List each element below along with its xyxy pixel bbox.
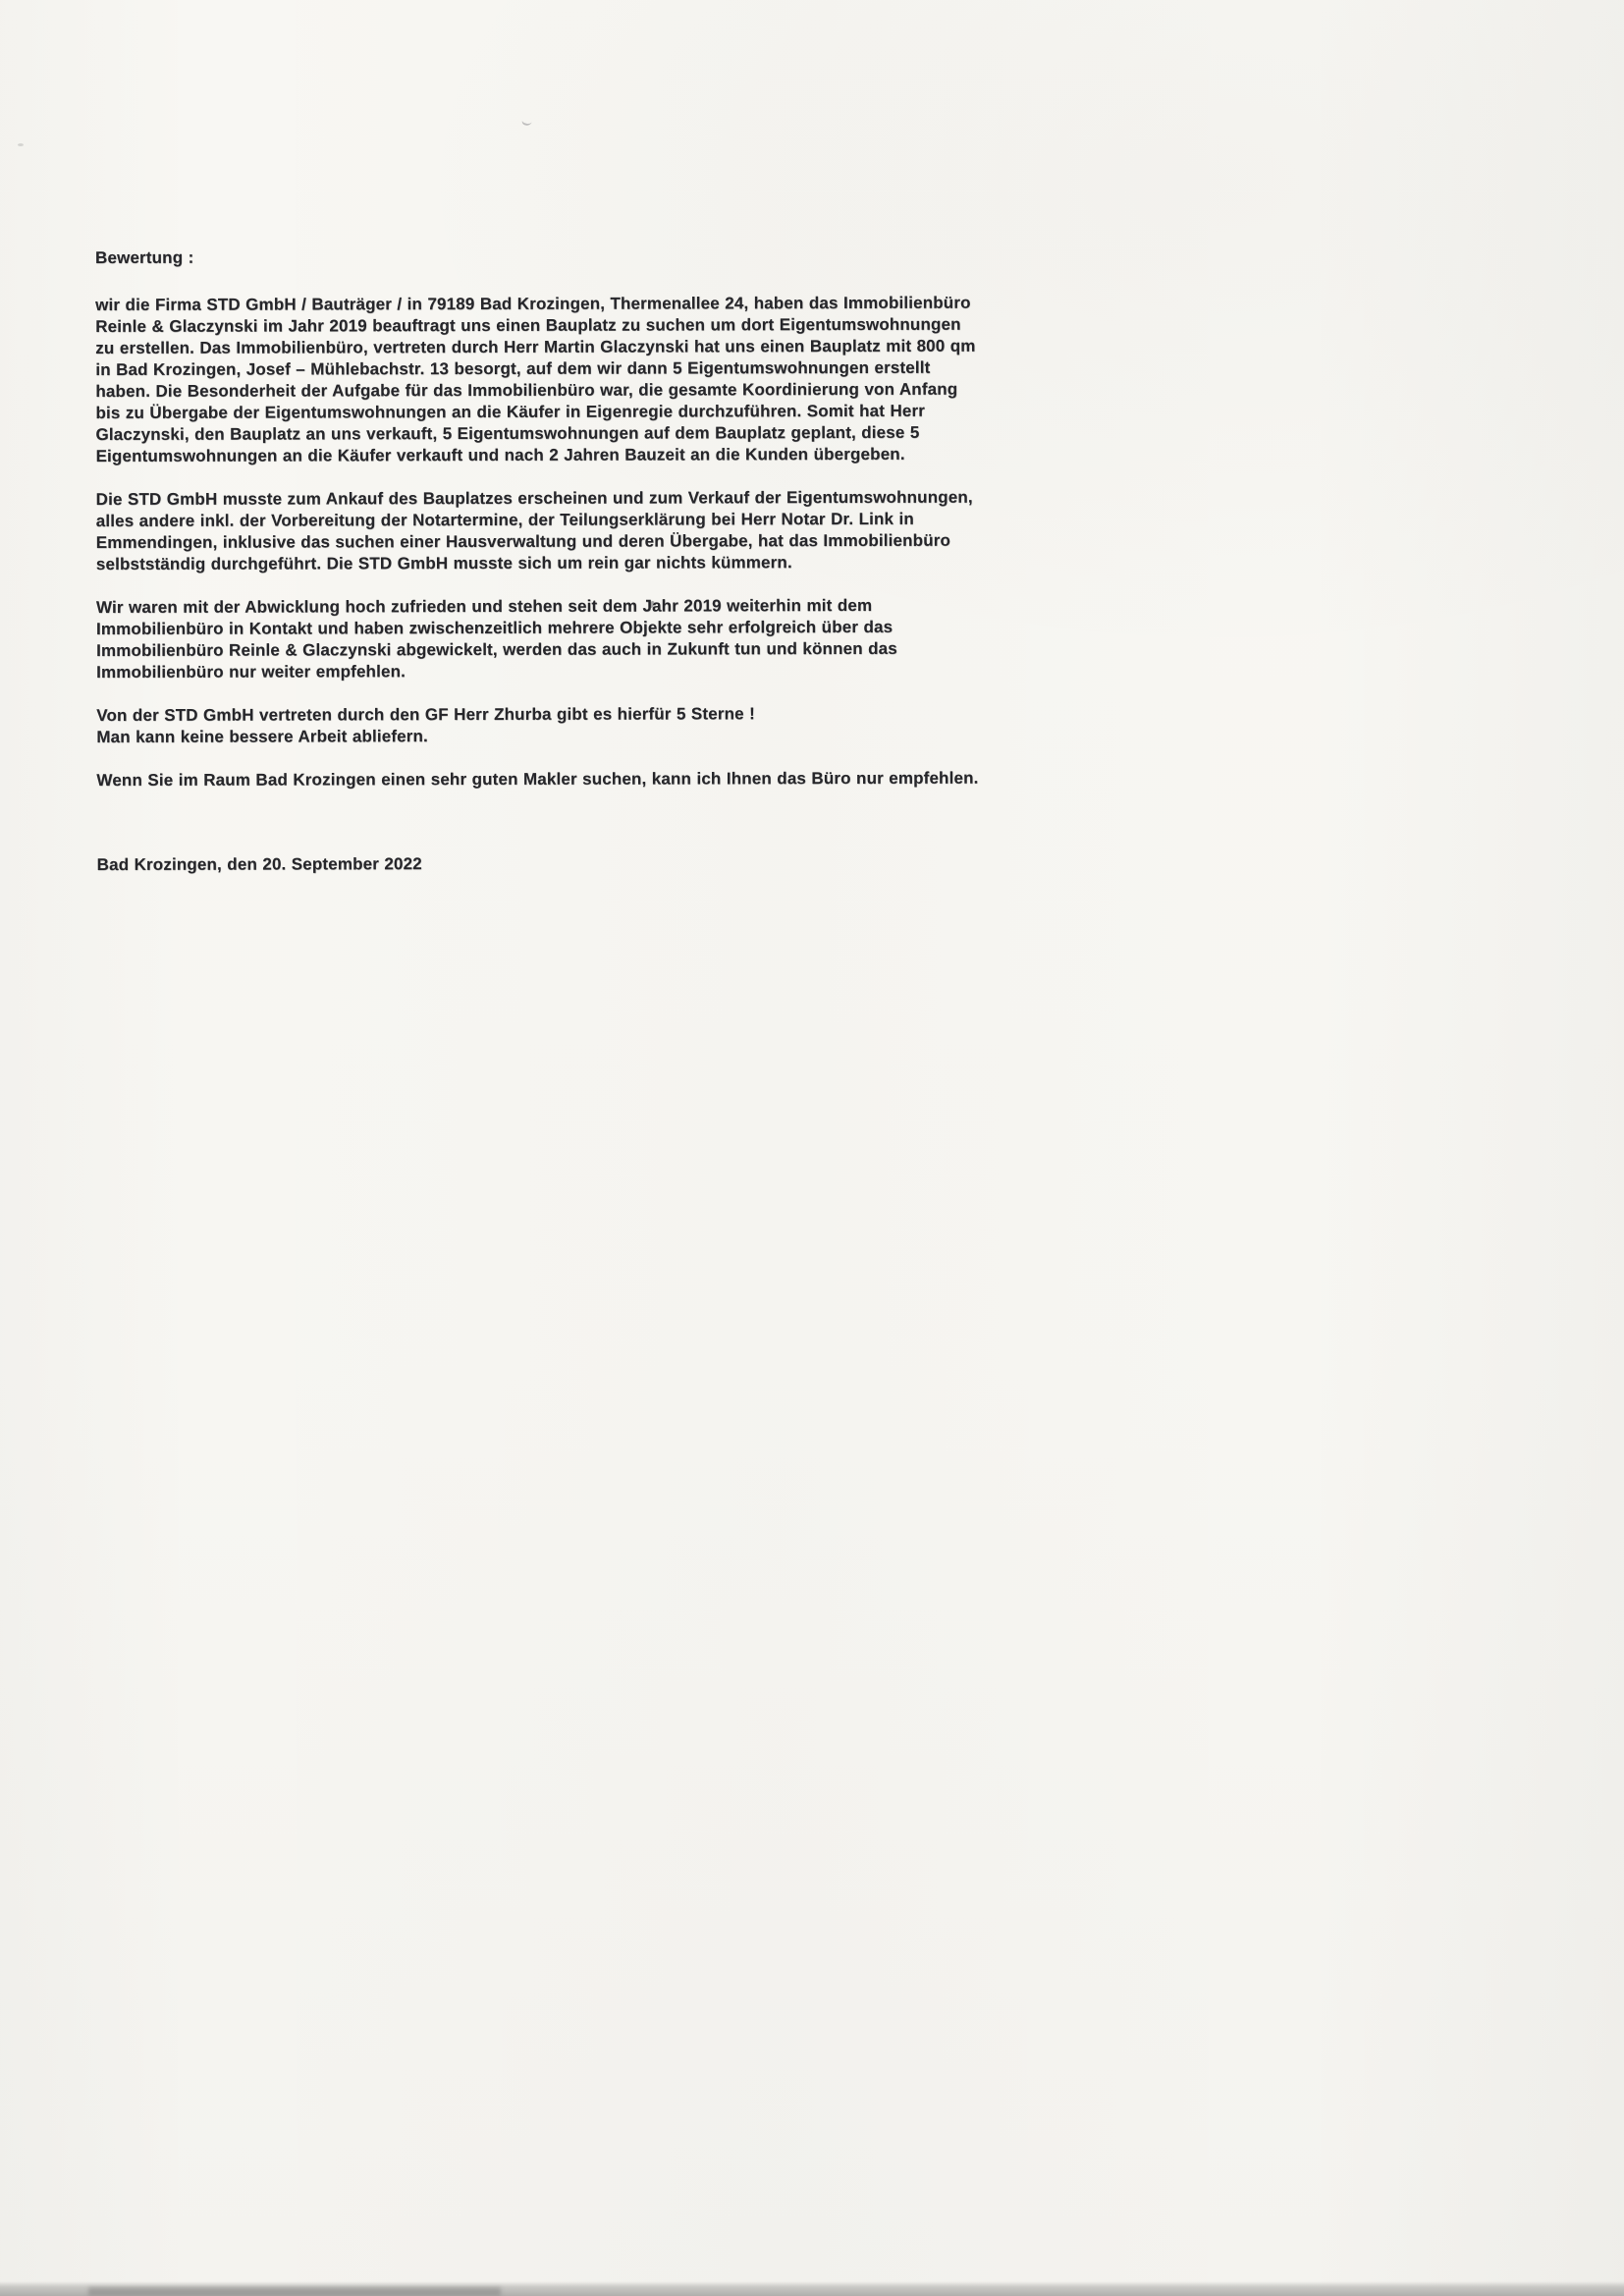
letter-date-line: Bad Krozingen, den 20. September 2022 bbox=[96, 854, 422, 874]
letter-paragraph-satisfaction: Wir waren mit der Abwicklung hoch zufrieden und stehen seit dem Jahr 2019 weiterhin mit dem Immobilienbüro in Kontakt und haben zwischenzeitlich mehrere Objekte sehr erfolgreich über das Immobilienbüro Reinle & Glaczynski abgewickelt, werden das auch in Zukunft tun und können das Immobilienbüro nur weiter empfehlen. bbox=[95, 595, 897, 682]
scanner-edge-shadow bbox=[0, 2281, 1624, 2296]
scan-speck-icon bbox=[521, 115, 534, 128]
letter-paragraph-services: Die STD GmbH musste zum Ankauf des Bauplatzes erscheinen und zum Verkauf der Eigentumswohnungen, alles andere inkl. der Vorbereitung der Notartermine, der Teilungserklärung bei Herr Notar Dr. Link in Emmendingen, inklusive das suchen einer Hausverwaltung und deren Übergabe, hat das Immobilienbüro selbstständig durchgeführt. Die STD GmbH musste sich um rein gar nichts kümmern. bbox=[95, 487, 973, 574]
letter-heading: Bewertung : bbox=[95, 247, 194, 267]
letter-body bbox=[95, 246, 986, 898]
closing-line-rating: Von der STD GmbH vertreten durch den GF Herr Zhurba gibt es hierfür 5 Sterne ! bbox=[96, 704, 755, 725]
letter-paragraph-recommendation: Wenn Sie im Raum Bad Krozingen einen sehr guten Makler suchen, kann ich Ihnen das Büro nur empfehlen. bbox=[96, 768, 979, 790]
closing-line-quality: Man kann keine bessere Arbeit abliefern. bbox=[96, 727, 428, 746]
letter-paragraph-intro: wir die Firma STD GmbH / Bauträger / in 79189 Bad Krozingen, Thermenallee 24, haben das Immobilienbüro Reinle & Glaczynski im Jahr 2019 beauftragt uns einen Bauplatz zu suchen um dort Eigentumswohnungen zu erstellen. Das Immobilienbüro, vertreten durch Herr Martin Glaczynski hat uns einen Bauplatz mit 800 qm in Bad Krozingen, Josef – Mühlebachstr. 13 besorgt, auf dem wir dann 5 Eigentumswohnungen erstellt haben. Die Besonderheit der Aufgabe für das Immobilienbüro war, die gesamte Koordinierung von Anfang bis zu Übergabe der Eigentumswohnungen an die Käufer in Eigenregie durchzuführen. Somit hat Herr Glaczynski, den Bauplatz an uns verkauft, 5 Eigentumswohnungen auf dem Bauplatz geplant, diese 5 Eigentumswohnungen an die Käufer verkauft und nach 2 Jahren Bauzeit an die Kunden übergeben. bbox=[95, 293, 976, 465]
scan-speck-icon bbox=[18, 143, 24, 146]
